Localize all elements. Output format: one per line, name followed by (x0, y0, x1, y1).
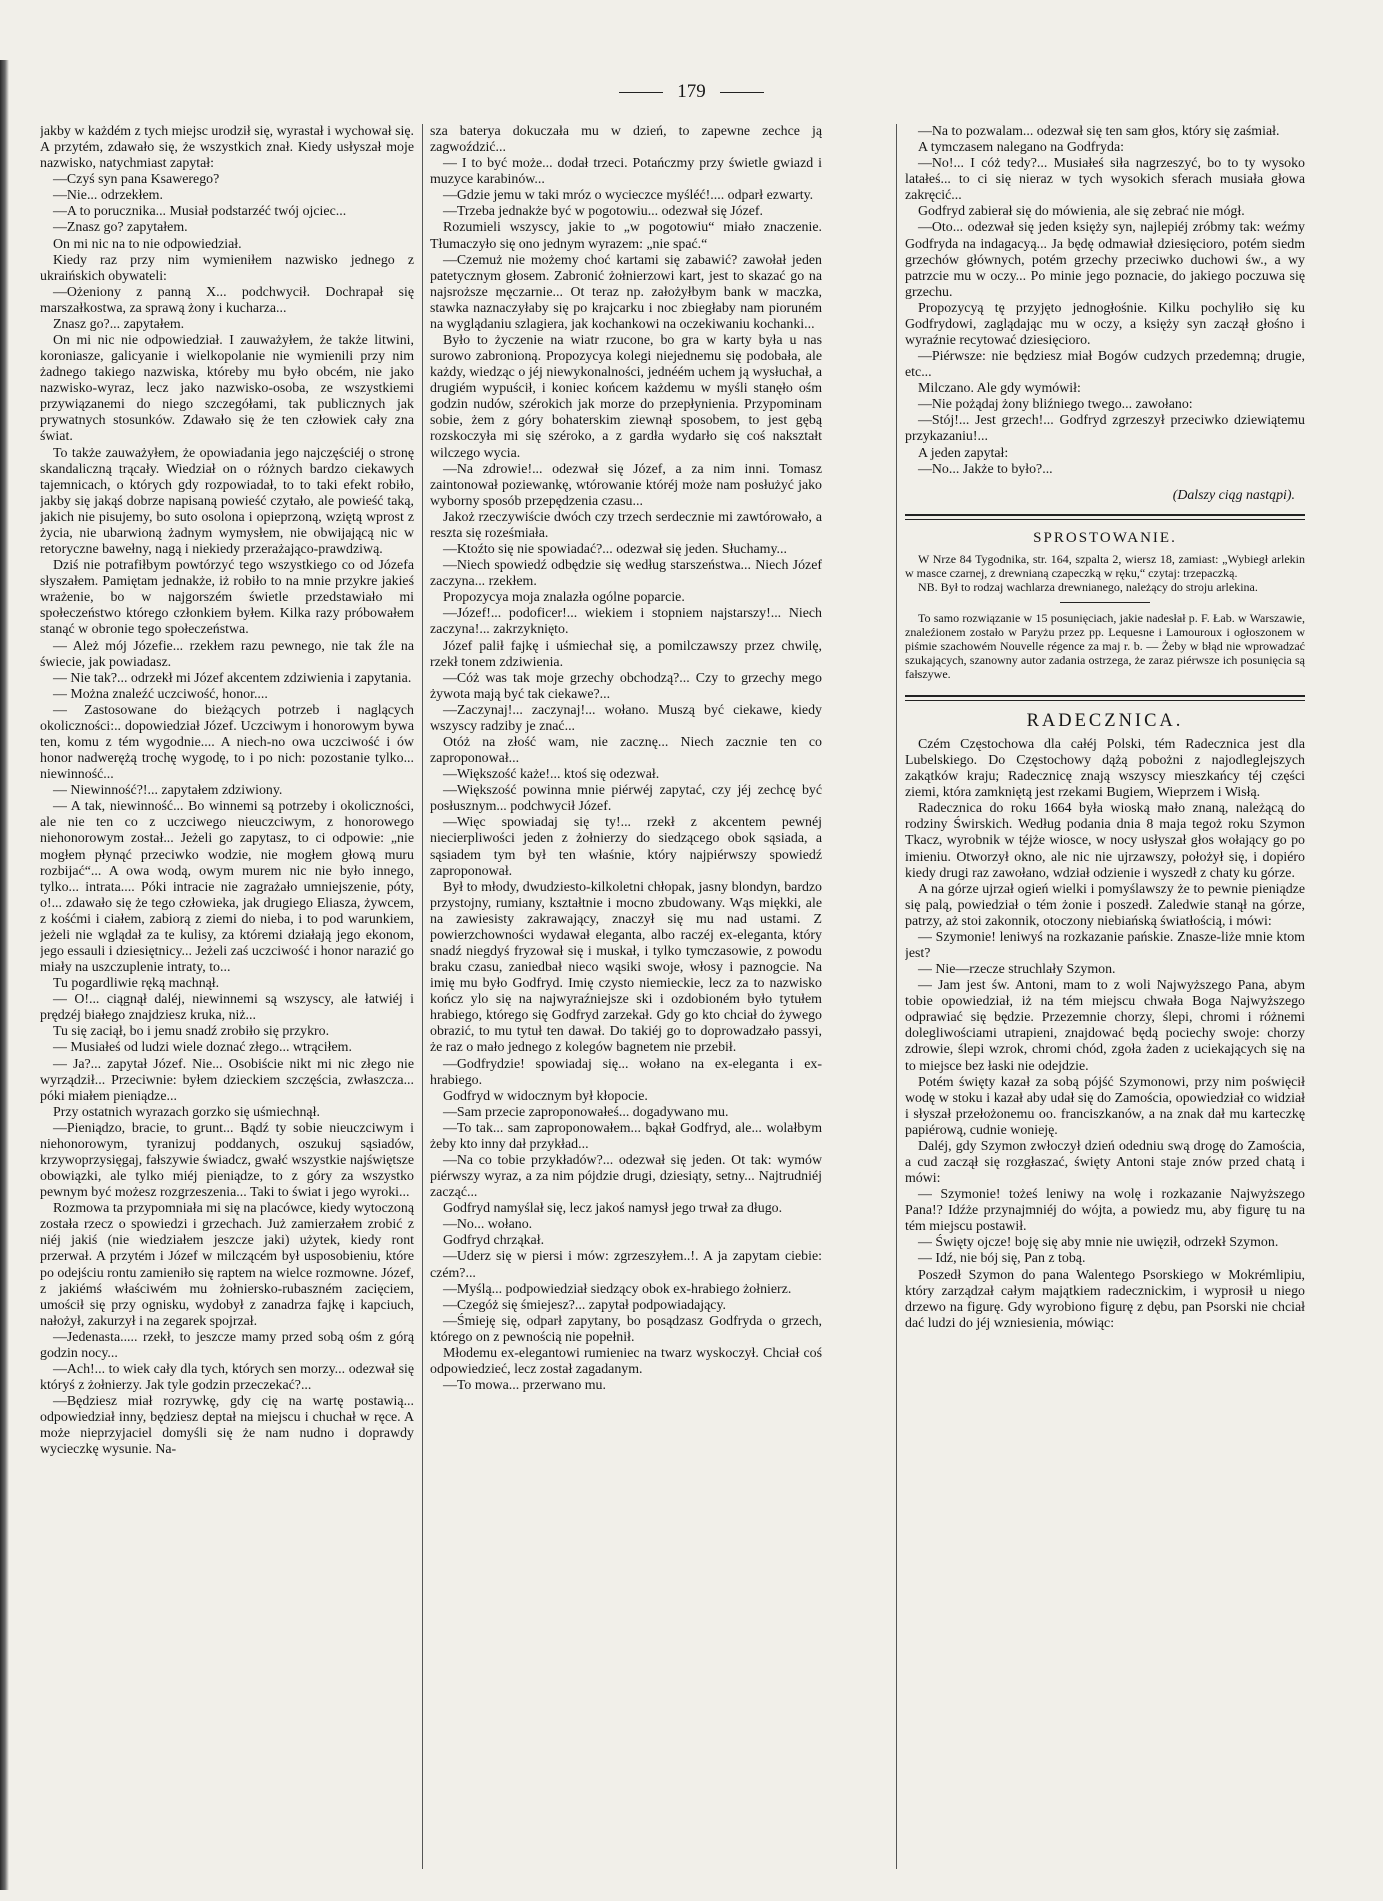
paragraph: Daléj, gdy Szymon zwłoczył dzień odedniu swą drogę do Zamościa, a cud zaczął się rozgłaszać, święty Antoni staje znów przed chatą i mówi: (905, 1138, 1305, 1187)
paragraph: —Czemuż nie możemy choć kartami się zabawić? zawołał jeden patetycznym głosem. Zabronić żołnierzowi kart, jest to skazać go na najsroższe męczarnie... Ot teraz np. założyłbym bank w maczka, stawka naznaczyłaby się po krajcarku i noc zbiegłaby nam pioruném na wyglądaniu szlagiera, jak kochankowi na oczekiwaniu kochanki... (430, 252, 822, 332)
paragraph: W Nrze 84 Tygodnika, str. 164, szpalta 2, wiersz 18, zamiast: „Wybiegł arlekin w masce czarnej, z drewnianą czapeczką w ręku,“ czytaj: trzepaczką. (905, 551, 1305, 580)
page-number: 179 (677, 81, 706, 102)
paragraph: —Jedenasta..... rzekł, to jeszcze mamy przed sobą ośm z górą godzin nocy... (40, 1329, 414, 1361)
paragraph: Godfryd w widocznym był kłopocie. (443, 1088, 648, 1104)
paragraph: —Piérwsze: nie będziesz miał Bogów cudzych przedemną; drugie, etc... (905, 349, 1305, 381)
paragraph: —Pieniądzo, bracie, to grunt... Bądź ty sobie nieuczciwym i niehonorowym, tyranizuj poddanych, oszukuj sąsiadów, krzywoprzysięgaj, fałszywie świadcz, gwałć wszystkie najświętsze obowiązki, ale tylko miéj pieniądze, to z góry za wszystko pewnym być możesz rozgrzeszenia... Taki to świat i jego wyroki... (40, 1120, 414, 1201)
paragraph: Propozycyą tę przyjęto jednogłośnie. Kilku pochyliło się ku Godfrydowi, zaglądając mu w oczy, a księży syn zaczął głośno i wyraźnie recytować dziesięcioro. (905, 300, 1305, 349)
paragraph: —Niech spowiedź odbędzie się według starszeństwa... Niech Józef zaczyna... rzekłem. (430, 558, 822, 590)
paragraph: — Ależ mój Józefie... rzekłem razu pewnego, nie tak źle na świecie, jak powiadasz. (40, 638, 414, 670)
paragraph: Godfryd namyślał się, lecz jakoś namysł jego trwał za długo. (443, 1201, 783, 1217)
paragraph: — Niewinność?!... zapytałem zdziwiony. (53, 783, 283, 799)
paragraph: Dziś nie potrafiłbym powtórzyć tego wszystkiego co od Józefa słyszałem. Pamiętam jednakże, iż robiło to na mnie przykre jakieś wrażenie, bo w najgorszém świetle przedstawiało mi społeczeństwo którego członkiem byłem. Kilka razy próbowałem stanąć w obronie tego społeczeństwa. (40, 558, 414, 638)
paragraph: Jakoż rzeczywiście dwóch czy trzech serdecznie mi zawtórowało, a reszta się roześmiała. (430, 509, 822, 541)
paragraph: Godfryd zabierał się do mówienia, ale się zebrać nie mógł. (918, 204, 1245, 220)
paragraph: —Ktoźto się nie spowiadać?... odezwał się jeden. Słuchamy... (443, 542, 787, 558)
paragraph: —Na to pozwalam... odezwał się ten sam głos, który się zaśmiał. (918, 124, 1280, 139)
paragraph: Otóż na złość wam, nie zacznę... Niech zacznie ten co zaproponował... (430, 734, 822, 767)
article-title: RADECZNICA. (1026, 710, 1184, 731)
paragraph: Czém Częstochowa dla całéj Polski, tém Radecznica jest dla Lubelskiego. Do Częstochowy dążą pobożni z najodleglejszych zakątków kraju; Radecznicę znają wszyscy mieszkańcy téj części ziemi, która zamkniętą jest rzekami Bugiem, Wieprzem i Wisłą. (905, 736, 1305, 801)
paragraph: Rozmowa ta przypomniała mi się na placówce, kiedy wytoczoną została rzecz o spowiedzi i grzechach. Już zamierzałem zrobić z niéj jakiś (nie wiedziałem jeszcze jaki) użytek, kiedy ront przerwał. A przytém i Józef w milczącém był usposobieniu, które po odejściu rontu zamieniło się raptem na wielce rozmowne. Józef, z jakiémś właściwém mu żołniersko-rubaszném zacięciem, umościł się przy ognisku, wydobył z zanadrza fajkę i kapciuch, nałożył, zakurzył i na zegarek spojrzał. (40, 1201, 414, 1329)
paragraph: A na górze ujrzał ogień wielki i pomyślawszy że to pewnie pieniądze się palą, powiedział o tém żonie i poszedł. Zaledwie stanął na górze, patrzy, aż stoi zakonnik, otoczony niebiańską światłością, i mówi: (905, 881, 1305, 929)
paragraph: —Cóż was tak moje grzechy obchodzą?... Czy to grzechy mego żywota mają być tak ciekawe?... (430, 670, 822, 702)
correction-notice (905, 552, 1305, 594)
paragraph: NB. Był to rodzaj wachlarza drewnianego, należący do stroju arlekina. (918, 579, 1258, 594)
paragraph: — Idź, nie bój się, Pan z tobą. (918, 1251, 1086, 1267)
paragraph: Kiedy raz przy nim wymieniłem nazwisko jednego z ukraińskich obywateli: (40, 252, 414, 284)
continued-note: (Dalszy ciąg nastąpi). (1172, 487, 1295, 503)
paragraph: — Szymonie! tożeś leniwy na wolę i rozkazanie Najwyższego Pana!? Idźże przynajmniéj do wójta, a powiedz mu, aby figurę tu na tém miejscu postawił. (905, 1187, 1305, 1235)
paragraph: —Myślą... podpowiedział siedzący obok ex-hrabiego żołnierz. (443, 1281, 792, 1297)
column-rule-1 (422, 124, 423, 1869)
paragraph: Radecznica do roku 1664 była wioską mało znaną, należącą do rodziny Świrskich. Według podania dnia 8 maja tegoż roku Szymon Tkacz, wyrobnik w téjże wiosce, w nocy usłyszał głos wołający go po imieniu. Otworzył okno, ale nic nie ujrzawszy, położył się, i dopiéro kiedy drugi raz zawołano, wdział odzienie i wyszedł z chaty ku górze. (905, 801, 1305, 881)
paragraph: Propozycya moja znalazła ogólne poparcie. (443, 590, 685, 606)
column-1 (40, 124, 414, 1884)
section-divider (905, 514, 1305, 520)
paragraph: On mi nic nie odpowiedział. I zauważyłem, że także litwini, koroniasze, galicyanie i wielkopolanie nie wymienili przy nim żadnego takiego nazwiska, któreby mu było obcém, nie jako nazwisko-wyraz, lecz jako nazwisko-osoba, ze wszystkiemi przywiązanemi do niego szczegółami, tak publicznych jak prywatnych stosunków. Zdawało się że ten człowiek cały zna świat. (40, 333, 414, 445)
paragraph: —No... wołano. (443, 1217, 533, 1233)
paragraph: — Nie—rzecze struchlały Szymon. (918, 962, 1116, 978)
paragraph: Józef palił fajkę i uśmiechał się, a pomilczawszy przez chwilę, rzekł tonem zdziwienia. (430, 638, 822, 670)
binding-edge (0, 60, 9, 1890)
paragraph: —Więc spowiadaj się ty!... rzekł z akcentem pewnéj niecierpliwości jeden z żołnierzy do siedzącego obok sąsiada, a sąsiadem tym był ten właśnie, który najpiérwszy spowiedź zaproponował. (430, 815, 822, 879)
paragraph: — Zastosowane do bieżących potrzeb i naglących okoliczności:.. dopowiedział Józef. Uczciwym i honorowym bywa ten, komu z tém wygodnie.... A niech-no owa uczciwość i ów honor nadwerężą trochę wygodę, to i po nich: pozostanie tylko... niewinność... (40, 702, 414, 783)
paragraph: — Nie tak?... odrzekł mi Józef akcentem zdziwienia i zapytania. (53, 670, 412, 686)
paragraph: —Czegóż się śmiejesz?... zapytał podpowiadający. (443, 1297, 726, 1313)
paragraph: — A tak, niewinność... Bo winnemi są potrzeby i okoliczności, ale nie ten co z uczciwego nieuczciwym, z honorowego niehonorowym został... Jeżeli go zapytasz, to ci odpowie: „nie mogłem płynąć przeciwko wodzie, nie mogłem głową muru rozbijać“... A owa wodą, owym murem nic nie było innego, tylko... intrata.... Póki intracie nie zagrażało umniejszenie, póty, o!... zdawało się że tego człowieka, jak drugiego Eliasza, żywcem, z kośćmi i ciałem, zabiorą z ziemi do nieba, i to pod warunkiem, jeżeli nie wglądał za te kulisy, za któremi działają jego ekonom, jego essauli i dziesiętnicy... Jeżeli zaś uczciwość i honor narazić go miały na uszczuplenie intraty, to... (40, 799, 414, 976)
paragraph: —Józef!... podoficer!... wiekiem i stopniem najstarszy!... Niech zaczyna!... zakrzyknięto. (430, 606, 822, 638)
paragraph: — I to być może... dodał trzeci. Potańczmy przy świetle gwiazd i muzyce karabinów... (430, 156, 822, 188)
paragraph: —Zaczynaj!... zaczynaj!... wołano. Muszą być ciekawe, kiedy wszyscy radziby je znać... (430, 702, 822, 734)
article-divider (905, 695, 1305, 701)
paragraph: —Większość każe!... ktoś się odezwał. (443, 767, 660, 783)
paragraph: —Sam przecie zaproponowałeś... dogadywano mu. (443, 1104, 729, 1120)
paragraph: —Śmieję się, odparł zapytany, bo posądzasz Godfryda o grzech, którego on z pewnością nie popełnił. (430, 1313, 822, 1345)
paragraph: —Czyś syn pana Ksawerego? (53, 172, 220, 188)
paragraph: Było to życzenie na wiatr rzucone, bo gra w karty była u nas surowo zabronioną. Propozycya kolegi niejednemu się podobała, ale każdy, wiedząc o jéj niewykonalności, jednéém uchem ją wysłuchał, a drugiém wypuścił, i koniec końcem każdemu w myśli stanęło ośm godzin nudów, szérokich jak morze do przepłynienia. Przypominam sobie, żem z góry bohaterskim ziewnął sposobem, to jest gębą rozskoczyła mi się széroko, a z gardła wydarło się coś nakształt wilczego wycia. (430, 333, 822, 461)
paragraph: —Ożeniony z panną X... podchwycił. Dochrapał się marszałkostwa, za sprawą żony i kucharza... (40, 284, 414, 316)
paragraph: —Na zdrowie!... odezwał się Józef, a za nim inni. Tomasz zaintonował poziewankę, wtórowanie któréj może nam posłużyć jako wyborny sposób przepędzenia czasu... (430, 461, 822, 509)
paragraph: — Święty ojcze! boję się aby mnie nie uwięził, odrzekł Szymon. (918, 1235, 1279, 1251)
correction-title: SPROSTOWANIE. (1033, 529, 1177, 546)
paragraph: Milczano. Ale gdy wymówił: (918, 381, 1081, 397)
paragraph: —Ach!... to wiek cały dla tych, których sen morzy... odezwał się któryś z żołnierzy. Jak tyle godzin przeczekać?... (40, 1362, 414, 1394)
paragraph: sza baterya dokuczała mu w dzień, to zapewne zechce ją zagwoździć... (430, 124, 822, 156)
paragraph: — Można znaleźć uczciwość, honor.... (53, 686, 268, 702)
column-3 (905, 124, 1305, 1884)
short-divider (1060, 602, 1150, 603)
paragraph: —No... Jakże to było?... (918, 461, 1053, 477)
paragraph: —To tak... sam zaproponowałem... bąkał Godfryd, ale... wolałbym żeby kto inny dał przykład... (430, 1120, 822, 1152)
paragraph: — Ja?... zapytał Józef. Nie... Osobiście nikt mi nic złego nie wyrządził... Przeciwnie: byłem dzieckiem szczęścia, zwłaszcza... póki miałem pieniądze... (40, 1056, 414, 1104)
paragraph: — Musiałeś od ludzi wiele doznać złego... wtrąciłem. (53, 1040, 352, 1056)
paragraph: — O!... ciągnął daléj, niewinnemi są wszyscy, ale łatwiéj i prędzéj białego znajdziesz kruka, niż... (40, 992, 414, 1024)
paragraph: —Większość powinna mnie piérwéj zapytać, czy jéj zechcę być posłusznym... podchwycił Józef. (430, 783, 822, 815)
paragraph: —Znasz go? zapytałem. (53, 220, 188, 236)
paragraph: —Nie pożądaj żony bliźniego twego... zawołano: (918, 397, 1193, 413)
paragraph: — Szymonie! leniwyś na rozkazanie pańskie. Znasze-liże mnie ktom jest? (905, 929, 1305, 961)
article-body (905, 737, 1305, 1332)
paragraph: Znasz go?... zapytałem. (53, 316, 185, 332)
paragraph: —Na co tobie przykładów?... odezwał się jeden. Ot tak: wymów piérwszy wyraz, a za nim pójdzie drugi, dziesiąty, setny... Najtrudniéj zacząć... (430, 1153, 822, 1201)
paragraph: —Nie... odrzekłem. (53, 188, 163, 204)
paragraph: —A to porucznika... Musiał podstarzéć twój ojciec... (53, 204, 347, 220)
paragraph: jakby w każdém z tych miejsc urodził się, wyrastał i wychował się. A przytém, zdawało się, że wszystkich znał. Kiedy usłyszał moje nazwisko, natychmiast zapytał: (40, 124, 414, 172)
paragraph: Przy ostatnich wyrazach gorzko się uśmiechnął. (53, 1104, 320, 1120)
column-rule-2 (896, 124, 897, 1869)
paragraph: Potém święty kazał za sobą pójść Szymonowi, przy nim poświęcił wodę w stoku i kazał aby udał się do Zamościa, opowiedział co widział i słyszał przełożonemu oo. franciszkanów, a na znak dał mu karteczkę papiérową, cudnie wonieję. (905, 1074, 1305, 1138)
paragraph: —No!... I cóż tedy?... Musiałeś siła nagrzeszyć, bo to ty wysoko latałeś... to ci się nieraz w tych wysokich sferach musiała głowa zakręcić... (905, 156, 1305, 204)
paragraph: —Uderz się w piersi i mów: zgrzeszyłem..!. A ja zapytam ciebie: czém?... (430, 1249, 822, 1281)
paragraph: —Będziesz miał rozrywkę, gdy cię na wartę postawią... odpowiedział inny, będziesz deptał na miejscu i chuchał w ręce. A może nieprzyjaciel domyśli się że nam nudno i doprawdy wycieczkę wysunie. Na- (40, 1394, 414, 1458)
column-2 (430, 124, 822, 1884)
paragraph: Rozumieli wszyscy, jakie to „w pogotowiu“ miało znaczenie. Tłumaczyło się ono jednym wyrazem: „nie spać.“ (430, 220, 822, 252)
page-number-dash-right (720, 92, 764, 93)
paragraph: Poszedł Szymon do pana Walentego Psorskiego w Mokrémlipiu, który zarządzał całym majątkiem radecznickim, i wyprosił u niego drzewo na figurę. Gdy wyrobiono figurę z dębu, pan Psorski nie chciał dać ludzi do jéj wzniesienia, mówiąc: (905, 1267, 1305, 1331)
paragraph: To także zauważyłem, że opowiadania jego najczęściéj o stronę skandaliczną trącały. Wiedział on o różnych bardzo ciekawych tajemnicach, o których gdy rozpowiadał, to to taki efekt robiło, jakby się jakąś dobrze napisaną powieść czytało, ale powieść taką, jakich nie pisujemy, bo suto osolona i opieprzoną, wziętą wprost z życia, nie ubarwioną żadnym wymysłem, nie obwijającą nic w retoryczne bawełny, nagą i niekiedy przerażająco-prawdziwą. (40, 445, 414, 558)
paragraph: Młodemu ex-elegantowi rumieniec na twarz wyskoczył. Chciał coś odpowiedzieć, lecz został zagadanym. (430, 1345, 822, 1378)
paragraph: Tu się zaciął, bo i jemu snadź zrobiło się przykro. (53, 1024, 330, 1040)
paragraph: —To mowa... przerwano mu. (443, 1378, 606, 1394)
paragraph: A tymczasem nalegano na Godfryda: (918, 140, 1124, 156)
story-continuation (905, 124, 1305, 478)
paragraph: —Trzeba jednakże być w pogotowiu... odezwał się Józef. (443, 204, 764, 220)
paragraph: On mi nic na to nie odpowiedział. (53, 236, 242, 252)
paragraph: —Gdzie jemu w taki mróz o wycieczce myśléć!.... odparł ezwarty. (443, 188, 814, 204)
paragraph: Był to młody, dwudziesto-kilkoletni chłopak, jasny blondyn, bardzo przystojny, rumiany, kształtnie i mocno zbudowany. Wąs miękki, ale na zawiesisty zakrawający, znaczył się mu nad ustami. Z powierzchowności wydawał eleganta, albo raczéj ex-eleganta, który snadź niegdyś fryzował się i muskał, i tylko tymczasowie, z powodu braku czasu, zaniedbał nieco wąsiki swoje, włosy i paznogcie. Na imię mu było Godfryd. Imię czysto niemieckie, lecz za to nazwisko kończ ylo się na najwyraźniejsze ski i ozdobioném było tytułem hrabiego, którego się Godfryd zarzekał. Gdy go kto chciał do żywego obrazić, to mu tytuł ten dawał. Do takiéj go to doprowadzało passyi, że raz o mało jednego z kolegów bagnetem nie przebił. (430, 879, 822, 1056)
paragraph: — Jam jest św. Antoni, mam to z woli Najwyższego Pana, abym tobie opowiedział, iż na tém miejscu chwała Boga Najwyższego odprawiać się będzie. Przezemnie chorzy, ślepi, chromi i różnemi dolegliwościami utrapieni, znajdować będą pociechy swoje: chorzy zdrowie, ślepi wzrok, chromi chód, zgoła żaden z uciekających się na to miejsce bez łaski nie odejdzie. (905, 978, 1305, 1074)
paragraph: A jeden zapytał: (918, 445, 1009, 461)
page-number-header (0, 81, 1383, 103)
paragraph: —Oto... odezwał się jeden księży syn, najlepiéj zróbmy tak: weźmy Godfryda na indagacyą... Ja będę odmawiał dziesięcioro, potém siedm grzechów głównych, potém grzechy przeciwko duchowi św., a wy patrzcie mu w oczy... Po minie jego poznacie, do jakiego poczuwa się grzechu. (905, 220, 1305, 300)
paragraph: Tu pogardliwie ręką machnął. (53, 976, 220, 992)
paragraph: —Godfrydzie! spowiadaj się... wołano na ex-eleganta i ex-hrabiego. (430, 1056, 822, 1088)
chess-notice: To samo rozwiązanie w 15 posunięciach, jakie nadesłał p. F. Łab. w Warszawie, znaleźionem zostało w Paryżu przez pp. Lequesne i Lamouroux i ogłoszonem w piśmie szachowém Nouvelle régence za maj r. b. — Żeby w błąd nie wprowadzać szukających, szanowny autor zadania ostrzega, że zaraz piérwsze ich posunięcia są fałszywe. (905, 610, 1305, 681)
paragraph: —Stój!... Jest grzech!... Godfryd zgrzeszył przeciwko dziewiątemu przykazaniu!... (905, 413, 1305, 445)
paragraph: Godfryd chrząkał. (443, 1233, 545, 1249)
page-number-dash-left (619, 92, 663, 93)
